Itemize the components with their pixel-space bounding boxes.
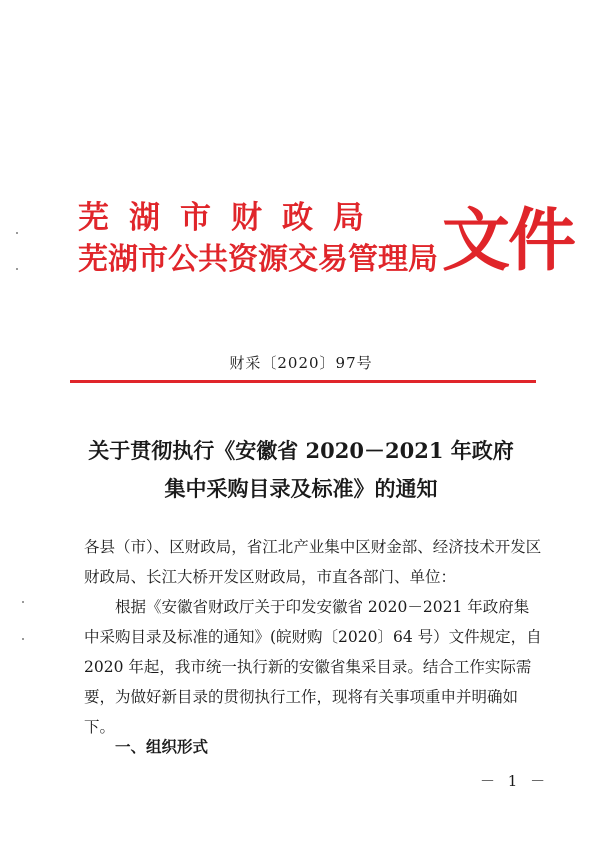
page-number: － 1 －	[480, 772, 550, 790]
notice-title-line-2: 集中采购目录及标准》的通知	[164, 476, 438, 501]
red-divider	[70, 380, 536, 383]
document-number: 财采〔2020〕97号	[229, 354, 373, 372]
issuer-name-finance-bureau: 芜湖市财政局	[78, 200, 384, 236]
scan-mark	[16, 232, 18, 234]
section-heading: 一、组织形式	[115, 737, 209, 756]
scan-mark	[22, 638, 24, 640]
scan-mark	[22, 601, 24, 603]
notice-title-line-1: 关于贯彻执行《安徽省 2020－2021 年政府	[88, 438, 514, 463]
issuer-name-trading-bureau: 芜湖市公共资源交易管理局	[78, 242, 438, 277]
document-type-label: 文件	[442, 201, 575, 281]
body-paragraph: 根据《安徽省财政厅关于印发安徽省 2020－2021 年政府集中采购目录及标准的通知》(皖财购〔2020〕64 号）文件规定，自 2020 年起，我市统一执行新的安徽省集采目录。结合工作实际需要，为做好新目录的贯彻执行工作，现将有关事项重申并明确如下。	[84, 598, 542, 736]
scan-mark	[16, 268, 18, 270]
addressee-paragraph: 各县（市）、区财政局，省江北产业集中区财金部、经济技术开发区财政局、长江大桥开发区财政局，市直各部门、单位：	[84, 538, 542, 586]
